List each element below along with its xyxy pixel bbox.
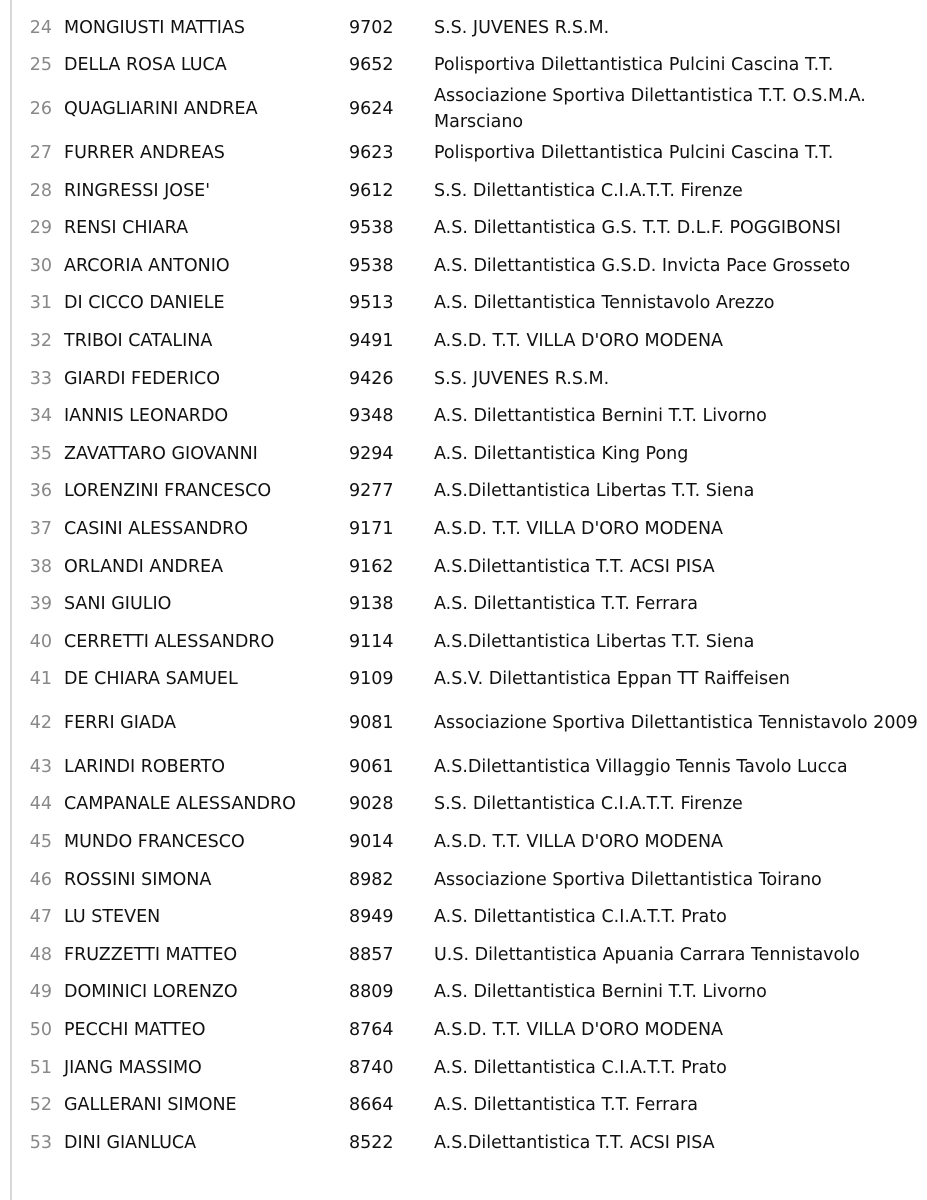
ranking-row [0,698,927,748]
points-cell: 8664 [349,1095,394,1116]
points-cell: 9623 [349,142,394,163]
club-name: A.S.V. Dilettantistica Eppan TT Raiffeisen [434,669,791,690]
rank-cell: 25 [29,55,52,76]
player-name: DINI GIANLUCA [64,1132,197,1153]
ranking-row [0,1086,927,1124]
player-name: DELLA ROSA LUCA [64,55,227,76]
player-name: LU STEVEN [64,907,161,928]
points-cell: 8740 [349,1057,394,1078]
points-cell: 9014 [349,832,394,853]
points-cell: 9612 [349,180,394,201]
club-name: Associazione Sportiva Dilettantistica Toirano [434,869,822,890]
rank-cell: 35 [29,443,52,464]
rank-cell: 28 [29,180,52,201]
rank-cell: 37 [29,518,52,539]
club-name: A.S.D. T.T. VILLA D'ORO MODENA [434,518,724,539]
ranking-row [0,786,927,824]
points-cell: 9652 [349,55,394,76]
rank-cell: 48 [29,944,52,965]
rank-cell: 32 [29,330,52,351]
club-name: A.S.Dilettantistica T.T. ACSI PISA [434,556,715,577]
club-name: S.S. JUVENES R.S.M. [434,17,610,38]
rank-cell: 53 [29,1132,52,1153]
player-name: ARCORIA ANTONIO [64,255,230,276]
ranking-row [0,285,927,323]
ranking-row [0,209,927,247]
ranking-row [0,84,927,134]
points-cell: 8949 [349,907,394,928]
rank-cell: 41 [29,669,52,690]
player-name: DE CHIARA SAMUEL [64,669,238,690]
club-name: Associazione Sportiva Dilettantistica T.T. O.S.M.A. Marsciano [434,86,866,133]
club-name: A.S. Dilettantistica G.S. T.T. D.L.F. POGGIBONSI [434,218,841,239]
ranking-row [0,247,927,285]
points-cell: 8764 [349,1020,394,1041]
points-cell: 9114 [349,631,394,652]
player-name: JIANG MASSIMO [64,1057,202,1078]
ranking-row [0,974,927,1012]
ranking-row [0,510,927,548]
player-name: IANNIS LEONARDO [64,406,229,427]
club-name: A.S. Dilettantistica Bernini T.T. Livorno [434,406,767,427]
rank-cell: 49 [29,982,52,1003]
rank-cell: 42 [29,713,52,734]
club-name: A.S.D. T.T. VILLA D'ORO MODENA [434,330,724,351]
points-cell: 8522 [349,1132,394,1153]
points-cell: 8857 [349,944,394,965]
player-name: CAMPANALE ALESSANDRO [64,794,296,815]
club-name: A.S. Dilettantistica Bernini T.T. Livorno [434,982,767,1003]
player-name: ROSSINI SIMONA [64,869,212,890]
points-cell: 9028 [349,794,394,815]
rank-cell: 24 [29,17,52,38]
rank-cell: 27 [29,142,52,163]
player-name: TRIBOI CATALINA [64,330,213,351]
rank-cell: 51 [29,1057,52,1078]
club-name: S.S. Dilettantistica C.I.A.T.T. Firenze [434,180,743,201]
player-name: MUNDO FRANCESCO [64,832,245,853]
rank-cell: 26 [29,99,52,120]
player-name: MONGIUSTI MATTIAS [64,17,246,38]
points-cell: 8809 [349,982,394,1003]
ranking-row [0,1124,927,1162]
rank-cell: 40 [29,631,52,652]
ranking-row [0,585,927,623]
player-name: CASINI ALESSANDRO [64,518,249,539]
rank-cell: 50 [29,1020,52,1041]
points-cell: 9538 [349,255,394,276]
club-name: A.S. Dilettantistica T.T. Ferrara [434,594,698,615]
points-cell: 9061 [349,756,394,777]
player-name: DOMINICI LORENZO [64,982,238,1003]
rank-cell: 29 [29,218,52,239]
ranking-row [0,748,927,786]
points-cell: 8982 [349,869,394,890]
points-cell: 9277 [349,481,394,502]
player-name: GIARDI FEDERICO [64,368,221,389]
rank-cell: 31 [29,293,52,314]
rank-cell: 30 [29,255,52,276]
rank-cell: 36 [29,481,52,502]
ranking-row [0,134,927,172]
ranking-row [0,861,927,899]
points-cell: 9109 [349,669,394,690]
player-name: LARINDI ROBERTO [64,756,226,777]
points-cell: 9294 [349,443,394,464]
club-name: A.S. Dilettantistica T.T. Ferrara [434,1095,698,1116]
club-name: S.S. JUVENES R.S.M. [434,368,610,389]
points-cell: 9138 [349,594,394,615]
player-name: FURRER ANDREAS [64,142,225,163]
player-name: SANI GIULIO [64,594,172,615]
club-name: A.S. Dilettantistica Tennistavolo Arezzo [434,293,775,314]
ranking-row [0,322,927,360]
ranking-row [0,9,927,47]
club-name: S.S. Dilettantistica C.I.A.T.T. Firenze [434,794,743,815]
player-name: FRUZZETTI MATTEO [64,944,238,965]
club-name: A.S.Dilettantistica Libertas T.T. Siena [434,481,755,502]
points-cell: 9348 [349,406,394,427]
ranking-list [0,9,927,1162]
rank-cell: 39 [29,594,52,615]
club-name: A.S.Dilettantistica Libertas T.T. Siena [434,631,755,652]
club-name: A.S. Dilettantistica C.I.A.T.T. Prato [434,907,727,928]
club-name: A.S.Dilettantistica Villaggio Tennis Tavolo Lucca [434,756,848,777]
rank-cell: 52 [29,1095,52,1116]
rank-cell: 44 [29,794,52,815]
club-name: A.S.Dilettantistica T.T. ACSI PISA [434,1132,715,1153]
player-name: ZAVATTARO GIOVANNI [64,443,258,464]
points-cell: 9171 [349,518,394,539]
points-cell: 9491 [349,330,394,351]
ranking-row [0,1011,927,1049]
club-name: A.S.D. T.T. VILLA D'ORO MODENA [434,1020,724,1041]
points-cell: 9081 [349,713,394,734]
player-name: QUAGLIARINI ANDREA [64,99,258,120]
club-name: U.S. Dilettantistica Apuania Carrara Tennistavolo [434,944,860,965]
rank-cell: 46 [29,869,52,890]
ranking-row [0,623,927,661]
club-name: A.S. Dilettantistica King Pong [434,443,689,464]
player-name: GALLERANI SIMONE [64,1095,237,1116]
ranking-row [0,936,927,974]
rank-cell: 38 [29,556,52,577]
club-name: A.S.D. T.T. VILLA D'ORO MODENA [434,832,724,853]
club-name: Associazione Sportiva Dilettantistica Tennistavolo 2009 [434,713,918,734]
ranking-row [0,435,927,473]
points-cell: 9162 [349,556,394,577]
club-name: A.S. Dilettantistica G.S.D. Invicta Pace Grosseto [434,255,851,276]
player-name: DI CICCO DANIELE [64,293,225,314]
rank-cell: 33 [29,368,52,389]
ranking-row [0,397,927,435]
club-name: A.S. Dilettantistica C.I.A.T.T. Prato [434,1057,727,1078]
ranking-row [0,473,927,511]
ranking-row [0,172,927,210]
points-cell: 9513 [349,293,394,314]
rank-cell: 34 [29,406,52,427]
rank-cell: 45 [29,832,52,853]
ranking-row [0,898,927,936]
player-name: LORENZINI FRANCESCO [64,481,272,502]
ranking-row [0,47,927,85]
points-cell: 9702 [349,17,394,38]
player-name: ORLANDI ANDREA [64,556,224,577]
player-name: RINGRESSI JOSE' [64,180,211,201]
rank-cell: 47 [29,907,52,928]
rank-cell: 43 [29,756,52,777]
player-name: FERRI GIADA [64,713,176,734]
points-cell: 9538 [349,218,394,239]
ranking-row [0,1049,927,1087]
ranking-row [0,548,927,586]
points-cell: 9426 [349,368,394,389]
club-name: Polisportiva Dilettantistica Pulcini Cascina T.T. [434,142,834,163]
points-cell: 9624 [349,99,394,120]
ranking-row [0,661,927,699]
ranking-row [0,823,927,861]
player-name: CERRETTI ALESSANDRO [64,631,275,652]
ranking-row [0,360,927,398]
player-name: RENSI CHIARA [64,218,189,239]
player-name: PECCHI MATTEO [64,1020,206,1041]
club-name: Polisportiva Dilettantistica Pulcini Cascina T.T. [434,55,834,76]
